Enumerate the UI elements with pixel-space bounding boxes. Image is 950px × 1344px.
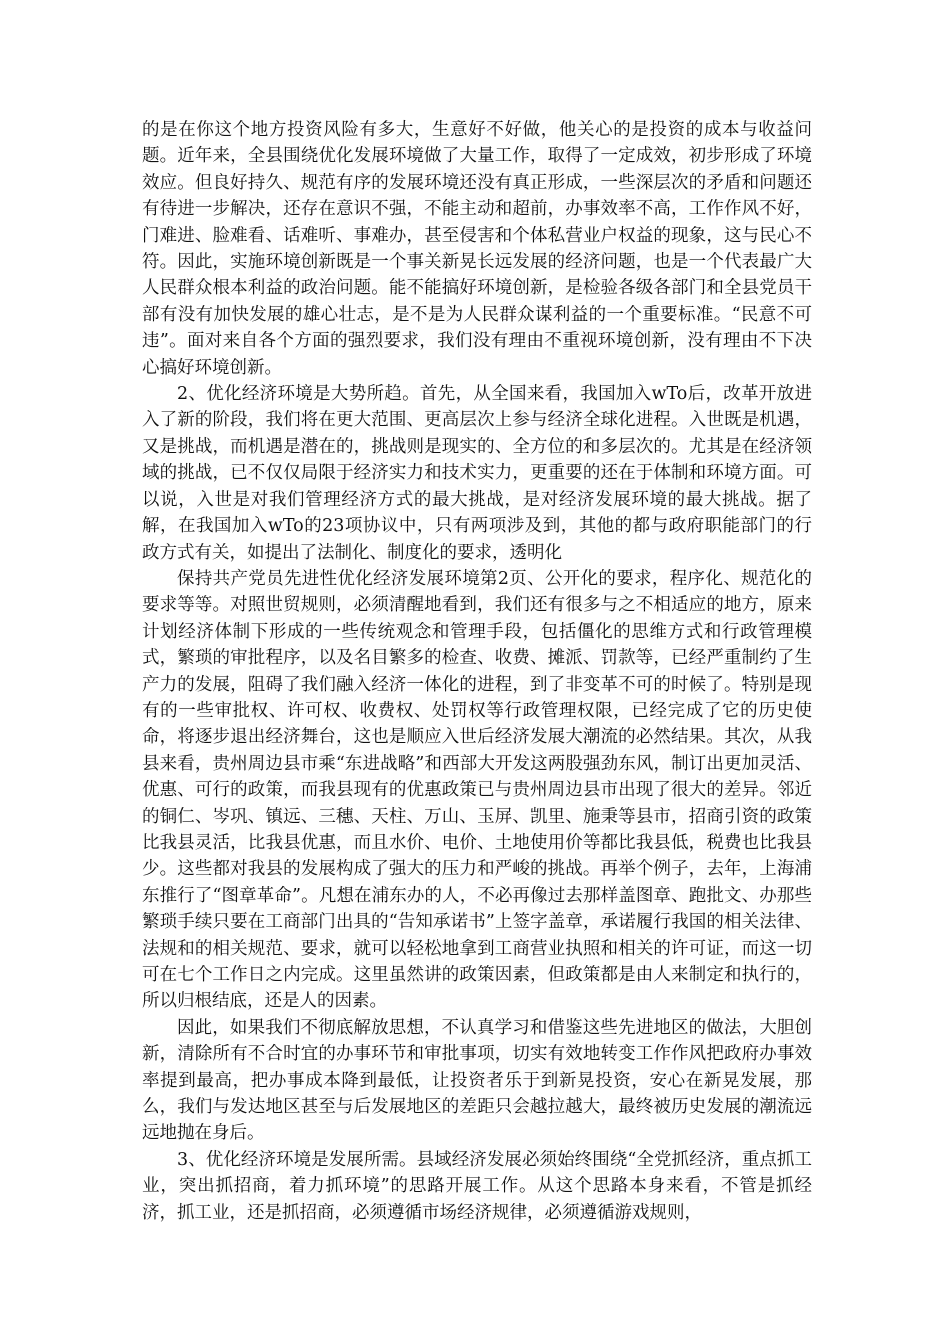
document-page [142,117,812,1226]
paragraph-3: 保持共产党员先进性优化经济发展环境第2页、公开化的要求，程序化、规范化的要求等等。对照世贸规则，必须清醒地看到，我们还有很多与之不相适应的地方，原来计划经济体制下形成的一些传统观念和管理手段，包括僵化的思维方式和行政管理模式，繁琐的审批程序，以及名目繁多的检查、收费、摊派、罚款等，已经严重制约了生产力的发展，阻碍了我们融入经济一体化的进程，到了非变革不可的时候了。特别是现有的一些审批权、许可权、收费权、处罚权等行政管理权限，已经完成了它的历史使命，将逐步退出经济舞台，这也是顺应入世后经济发展大潮流的必然结果。其次，从我县来看，贵州周边县市乘“东进战略”和西部大开发这两股强劲东风，制订出更加灵活、优惠、可行的政策，而我县现有的优惠政策已与贵州周边县市出现了很大的差异。邻近的铜仁、岑巩、镇远、三穗、天柱、万山、玉屏、凯里、施秉等县市，招商引资的政策比我县灵活，比我县优惠，而且水价、电价、土地使用价等都比我县低，税费也比我县少。这些都对我县的发展构成了强大的压力和严峻的挑战。再举个例子，去年，上海浦东推行了“图章革命”。凡想在浦东办的人，不必再像过去那样盖图章、跑批文、办那些繁琐手续只要在工商部门出具的“告知承诺书”上签字盖章，承诺履行我国的相关法律、法规和的相关规范、要求，就可以轻松地拿到工商营业执照和相关的许可证，而这一切可在七个工作日之内完成。这里虽然讲的政策因素，但政策都是由人来制定和执行的，所以归根结底，还是人的因素。 [142,568,812,1012]
paragraph-5: 3、优化经济环境是发展所需。县域经济发展必须始终围绕“全党抓经济，重点抓工业，突出抓招商，着力抓环境”的思路开展工作。从这个思路本身来看，不管是抓经济，抓工业，还是抓招商，必须遵循市场经济规律，必须遵循游戏规则， [142,1149,812,1223]
paragraph-2: 2、优化经济环境是大势所趋。首先，从全国来看，我国加入wTo后，改革开放进入了新的阶段，我们将在更大范围、更高层次上参与经济全球化进程。入世既是机遇，又是挑战，而机遇是潜在的，挑战则是现实的、全方位的和多层次的。尤其是在经济领域的挑战，已不仅仅局限于经济实力和技术实力，更重要的还在于体制和环境方面。可以说，入世是对我们管理经济方式的最大挑战，是对经济发展环境的最大挑战。据了解，在我国加入wTo的23项协议中，只有两项涉及到，其他的都与政府职能部门的行政方式有关，如提出了法制化、制度化的要求，透明化 [142,384,812,563]
paragraph-1: 的是在你这个地方投资风险有多大，生意好不好做，他关心的是投资的成本与收益问题。近年来，全县围绕优化发展环境做了大量工作，取得了一定成效，初步形成了环境效应。但良好持久、规范有序的发展环境还没有真正形成，一些深层次的矛盾和问题还有待进一步解决，还存在意识不强，不能主动和超前，办事效率不高，工作作风不好，门难进、脸难看、话难听、事难办，甚至侵害和个体私营业户权益的现象，这与民心不符。因此，实施环境创新既是一个事关新晃长远发展的经济问题，也是一个代表最广大人民群众根本利益的政治问题。能不能搞好环境创新，是检验各级各部门和全县党员干部有没有加快发展的雄心壮志，是不是为人民群众谋利益的一个重要标准。“民意不可违”。面对来自各个方面的强烈要求，我们没有理由不重视环境创新，没有理由不下决心搞好环境创新。 [142,120,812,378]
paragraph-4: 因此，如果我们不彻底解放思想，不认真学习和借鉴这些先进地区的做法，大胆创新，清除所有不合时宜的办事环节和审批事项，切实有效地转变工作作风把政府办事效率提到最高，把办事成本降到最低，让投资者乐于到新晃投资，安心在新晃发展，那么，我们与发达地区甚至与后发展地区的差距只会越拉越大，最终被历史发展的潮流远远地抛在身后。 [142,1017,812,1144]
